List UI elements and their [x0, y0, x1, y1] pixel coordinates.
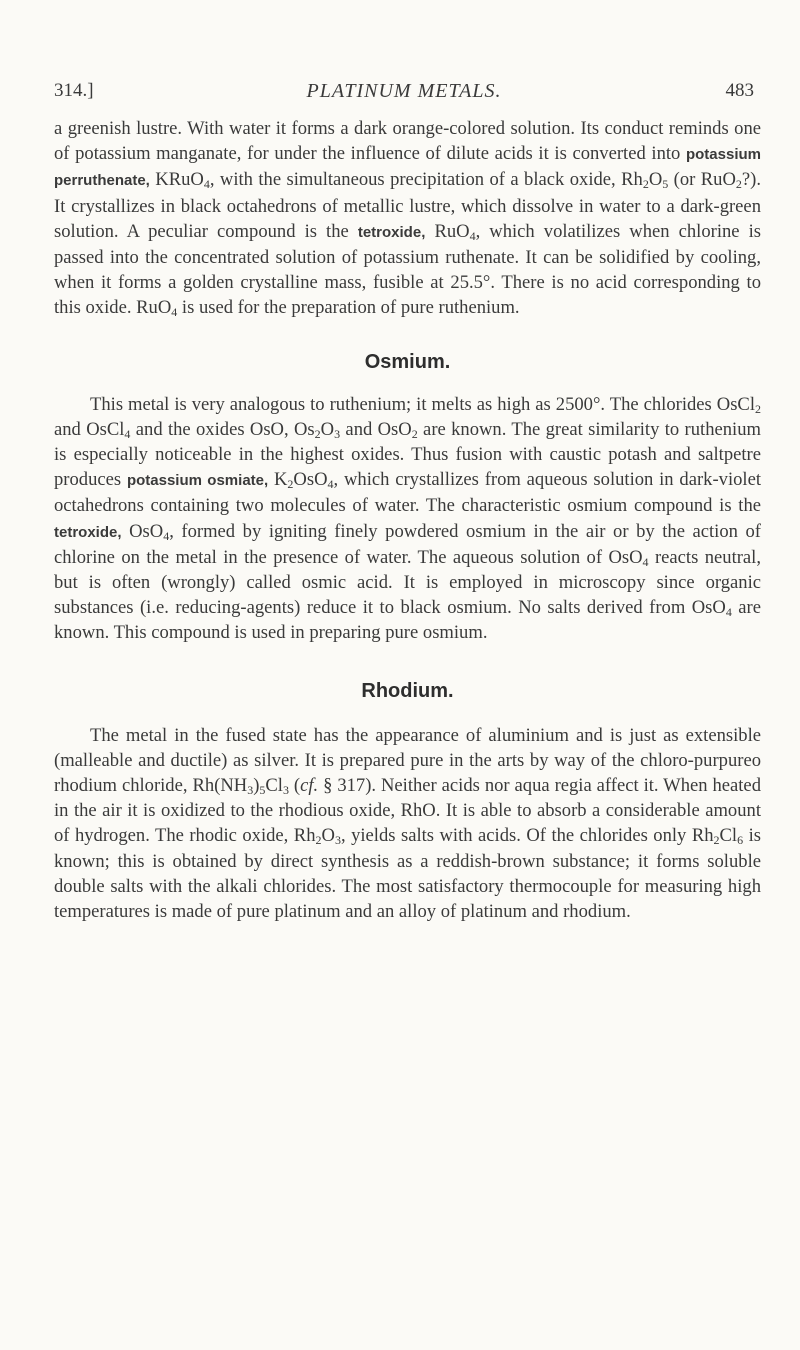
- running-title: PLATINUM METALS.: [306, 80, 502, 102]
- page-body: [54, 116, 761, 924]
- term-potassium-osmiate: potassium osmiate,: [126, 472, 269, 490]
- term-potassium-perruthenate: potassium perruthenate,: [54, 146, 761, 190]
- osmium-heading: Osmium.: [364, 350, 451, 373]
- page-number: 483: [725, 80, 754, 101]
- osmium-paragraph: This metal is very analogous to ruthenium; it melts as high as 2500°. The chlorides OsCl$_2$ and OsCl$_4$ and the oxides OsO, $Os_2O_3$ and OsO$_2$ are known. The great similarity to ruthenium is especially noticeable in the highest oxides. Thus fusion with caustic potash and saltpetre produces potassium osmiate, $K_2OsO_4$, which crystallizes from aqueous solution in dark-violet octahedrons containing two molecules of water. The characteristic osmium compound is the tetroxide, OsO$_4$, formed by igniting finely powdered osmium in the air or by the action of chlorine on the metal in the presence of water. The aqueous solution of OsO$_4$ reacts neutral, but is often (wrongly) called osmic acid. It is employed in microscopy since organic substances (i.e. reducing-agents) reduce it to black osmium. No salts derived from OsO$_4$ are known. This compound is used in preparing pure osmium.: [54, 393, 762, 644]
- term-osmium-tetroxide: tetroxide,: [54, 523, 122, 541]
- ruthenium-paragraph: a greenish lustre. With water it forms a dark orange-colored solution. Its conduct reminds one of potassium manganate, for under the influence of dilute acids it is converted into potassium perruthenate, KRuO$_4$, with the simultaneous precipitation of a black oxide, $Rh_2O_5$ (or RuO$_2$?). It crystallizes in black octahedrons of metallic lustre, which dissolve in water to a dark-green solution. A peculiar compound is the tetroxide, RuO$_4$, which volatilizes when chlorine is passed into the concentrated solution of potassium ruthenate. It can be solidified by cooling, when it forms a golden crystalline mass, fusible at 25.5°. There is no acid corresponding to this oxide. RuO$_4$ is used for the preparation of pure ruthenium.: [54, 118, 761, 320]
- term-tetroxide: tetroxide,: [357, 223, 426, 241]
- rhodium-heading: Rhodium.: [361, 679, 454, 702]
- rhodium-paragraph: The metal in the fused state has the appearance of aluminium and is just as extensible (malleable and ductile) as silver. It is prepared pure in the arts by way of the chloro-purpureo rhodium chloride, $Rh(NH_3)_5Cl_3$ (cf. § 317). Neither acids nor aqua regia affect it. When heated in the air it is oxidized to the rhodious oxide, RhO. It is able to absorb a considerable amount of hydrogen. The rhodic oxide, $Rh_2O_3$, yields salts with acids. Of the chlorides only $Rh_2Cl_6$ is known; this is obtained by direct synthesis as a reddish-brown substance; it forms soluble double salts with the alkali chlorides. The most satisfactory thermocouple for measuring high temperatures is made of pure platinum and an alloy of platinum and rhodium.: [54, 724, 761, 923]
- section-number: 314.]: [54, 80, 94, 101]
- page-header: [54, 80, 754, 110]
